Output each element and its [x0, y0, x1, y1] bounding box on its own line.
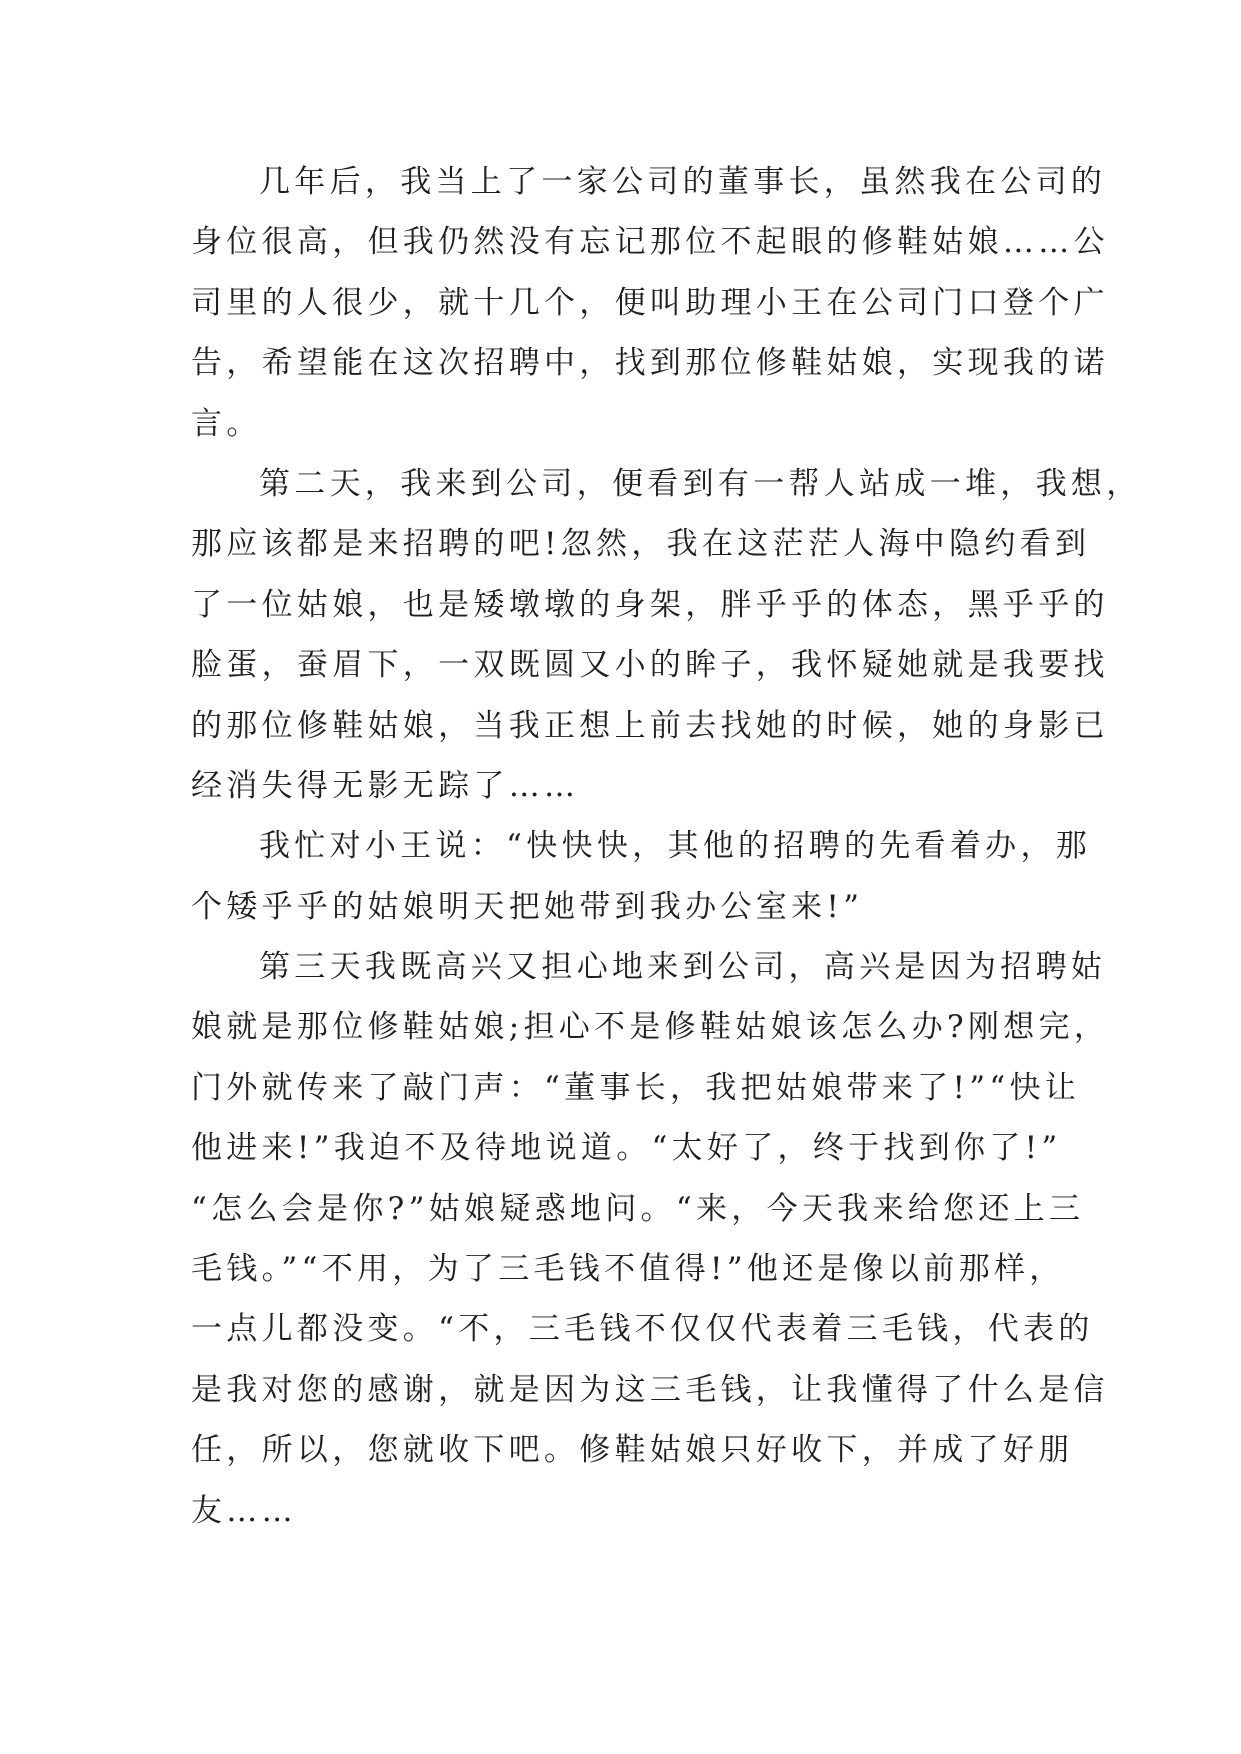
text-line: 几年后，我当上了一家公司的董事长，虽然我在公司的: [259, 164, 1107, 200]
text-line: 娘就是那位修鞋姑娘;担心不是修鞋姑娘该怎么办?刚想完，: [191, 1009, 1110, 1046]
text-line: 个矮乎乎的姑娘明天把她带到我办公室来!”: [191, 888, 864, 925]
text-line: 言。: [191, 405, 262, 442]
text-line: 身位很高，但我仍然没有忘记那位不起眼的修鞋姑娘……公: [191, 224, 1109, 261]
text-line: 我忙对小王说：“快快快，其他的招聘的先看着办，那: [259, 828, 1092, 865]
text-line: 友……: [191, 1492, 297, 1529]
text-line: 毛钱。”“不用，为了三毛钱不值得!”他还是像以前那样，: [191, 1251, 1065, 1288]
text-line: 他进来!”我迫不及待地说道。“太好了，终于找到你了!”: [191, 1130, 1062, 1167]
text-line: 第二天，我来到公司，便看到有一帮人站成一堆，我想，: [259, 465, 1142, 502]
text-line: 告，希望能在这次招聘中，找到那位修鞋姑娘，实现我的诺: [191, 345, 1109, 382]
text-line: 是我对您的感谢，就是因为这三毛钱，让我懂得了什么是信: [191, 1371, 1109, 1408]
text-line: 脸蛋，蚕眉下，一双既圆又小的眸子，我怀疑她就是我要找: [191, 647, 1109, 684]
text-line: 的那位修鞋姑娘，当我正想上前去找她的时候，她的身影已: [191, 707, 1109, 744]
text-line: 任，所以，您就收下吧。修鞋姑娘只好收下，并成了好朋: [191, 1432, 1074, 1469]
body-text: [191, 152, 1142, 1541]
text-line: 那应该都是来招聘的吧!忽然，我在这茫茫人海中隐约看到: [191, 526, 1091, 563]
text-line: 经消失得无影无踪了……: [191, 767, 580, 804]
text-line: 门外就传来了敲门声：“董事长，我把姑娘带来了!”“快让: [191, 1069, 1081, 1106]
text-line: 了一位姑娘，也是矮墩墩的身架，胖乎乎的体态，黑乎乎的: [191, 586, 1109, 623]
text-line: 一点儿都没变。“不，三毛钱不仅仅代表着三毛钱，代表的: [191, 1311, 1094, 1348]
text-line: “怎么会是你?”姑娘疑惑地问。“来，今天我来给您还上三: [191, 1190, 1085, 1227]
text-line: 司里的人很少，就十几个，便叫助理小王在公司门口登个广: [191, 284, 1109, 321]
text-line: 第三天我既高兴又担心地来到公司，高兴是因为招聘姑: [259, 949, 1107, 986]
